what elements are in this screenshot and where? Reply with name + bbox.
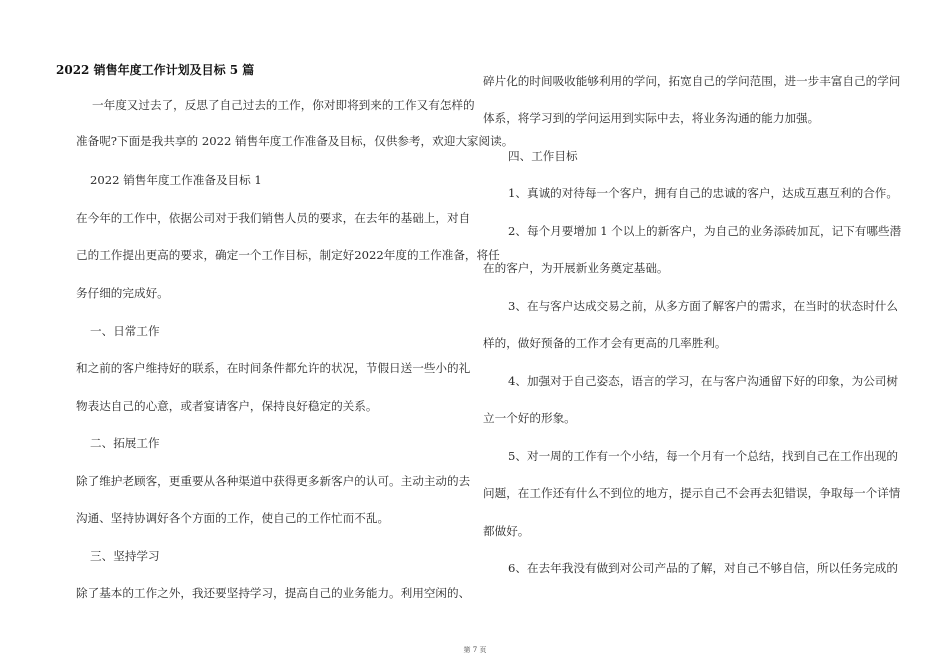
paragraph-line: 己的工作提出更高的要求，确定一个工作目标，制定好2022年度的工作准备，将任 bbox=[76, 248, 500, 262]
paragraph-line: 2、每个月要增加 1 个以上的新客户，为自己的业务添砖加瓦，记下有哪些潜 bbox=[508, 224, 902, 238]
paragraph-line: 5、对一周的工作有一个小结，每一个月有一个总结，找到自己在工作出现的 bbox=[508, 449, 898, 463]
paragraph-line: 问题，在工作还有什么不到位的地方，提示自己不会再去犯错误，争取每一个详情 bbox=[483, 486, 901, 500]
paragraph-line: 6、在去年我没有做到对公司产品的了解，对自己不够自信，所以任务完成的 bbox=[508, 561, 898, 575]
paragraph-line: 立一个好的形象。 bbox=[483, 411, 576, 425]
paragraph-line: 除了基本的工作之外，我还要坚持学习，提高自己的业务能力。利用空闲的、 bbox=[76, 586, 471, 600]
paragraph-line: 除了维护老顾客，更重要从各种渠道中获得更多新客户的认可。主动主动的去 bbox=[76, 474, 471, 488]
page-number: 第 7 页 bbox=[463, 646, 487, 654]
section-heading: 一、日常工作 bbox=[90, 324, 160, 338]
section-heading: 三、坚持学习 bbox=[90, 549, 160, 563]
paragraph-line: 一年度又过去了，反思了自己过去的工作，你对即将到来的工作又有怎样的 bbox=[92, 98, 475, 112]
paragraph-line: 3、在与客户达成交易之前，从多方面了解客户的需求，在当时的状态时什么 bbox=[508, 299, 898, 313]
section-heading: 二、拓展工作 bbox=[90, 436, 160, 450]
paragraph-line: 在的客户，为开展新业务奠定基础。 bbox=[483, 261, 669, 275]
paragraph-line: 样的，做好预备的工作才会有更高的几率胜利。 bbox=[483, 336, 727, 350]
document-title: 2022 销售年度工作计划及目标 5 篇 bbox=[56, 63, 255, 77]
paragraph-line: 碎片化的时间吸收能够利用的学问，拓宽自己的学问范围，进一步丰富自己的学问 bbox=[483, 74, 901, 88]
section-heading: 2022 销售年度工作准备及目标 1 bbox=[90, 173, 262, 187]
paragraph-line: 都做好。 bbox=[483, 524, 530, 538]
section-heading: 四、工作目标 bbox=[508, 149, 578, 163]
paragraph-line: 物表达自己的心意，或者宴请客户，保持良好稳定的关系。 bbox=[76, 399, 378, 413]
paragraph-line: 在今年的工作中，依据公司对于我们销售人员的要求，在去年的基础上，对自 bbox=[76, 211, 471, 225]
paragraph-line: 准备呢?下面是我共享的 2022 销售年度工作准备及目标，仅供参考，欢迎大家阅读。 bbox=[76, 134, 514, 148]
paragraph-line: 4、加强对于自己姿态，语言的学习，在与客户沟通留下好的印象，为公司树 bbox=[508, 374, 898, 388]
paragraph-line: 务仔细的完成好。 bbox=[76, 286, 169, 300]
paragraph-line: 1、真诚的对待每一个客户，拥有自己的忠诚的客户，达成互惠互利的合作。 bbox=[508, 186, 898, 200]
paragraph-line: 沟通、坚持协调好各个方面的工作，使自己的工作忙而不乱。 bbox=[76, 511, 390, 525]
paragraph-line: 体系，将学习到的学问运用到实际中去，将业务沟通的能力加强。 bbox=[483, 111, 820, 125]
paragraph-line: 和之前的客户维持好的联系，在时间条件都允许的状况，节假日送一些小的礼 bbox=[76, 361, 471, 375]
